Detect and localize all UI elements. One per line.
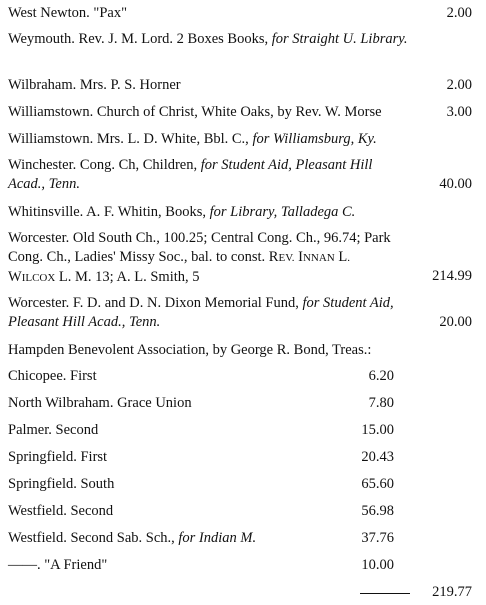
- entry-text: Church of Christ, White Oaks, by Rev. W. Morse: [93, 104, 382, 120]
- entry-amount: 20.00: [439, 314, 472, 330]
- association-item-amount: 56.98: [361, 503, 394, 519]
- entry-place: Worcester.: [8, 295, 70, 311]
- entry-text: "Pax": [89, 5, 128, 21]
- association-item-amount: 7.80: [368, 395, 394, 411]
- entry-purpose: for Student Aid, Pleasant Hill Acad., Tenn.: [8, 295, 394, 330]
- association-item-label: Chicopee. First: [8, 368, 97, 384]
- association-item-label: Springfield. South: [8, 476, 115, 492]
- ledger-entry: [8, 103, 410, 122]
- entry-place: Wilbraham.: [8, 77, 77, 93]
- ledger-entry: [8, 229, 400, 288]
- entry-amount: 2.00: [446, 77, 472, 93]
- entry-text-tail: L. M. 13; A. L. Smith, 5: [55, 269, 200, 285]
- association-item-label: Palmer. Second: [8, 422, 99, 438]
- association-item-label: Westfield. Second: [8, 503, 114, 519]
- entry-text: Rev. J. M. Lord. 2 Boxes Books,: [74, 31, 272, 47]
- subtotal-rule: [360, 593, 410, 594]
- entry-text: A. F. Whitin, Books,: [83, 204, 210, 220]
- entry-place: Whitinsville.: [8, 204, 84, 220]
- ledger-entry: [8, 130, 410, 149]
- association-item-amount: 20.43: [361, 449, 394, 465]
- entry-purpose: for Student Aid, Pleasant Hill Acad., Tenn.: [8, 157, 373, 192]
- ledger-entry: [8, 156, 410, 194]
- entry-amount: 3.00: [446, 104, 472, 120]
- association-item-amount: 37.76: [361, 530, 394, 546]
- entry-text: Old South Ch., 100.25; Central Cong. Ch., 96.74; Park Cong. Ch., Ladies' Missy Soc., bal. to const.: [8, 230, 391, 265]
- entry-amount: 40.00: [439, 176, 472, 192]
- entry-purpose: for Library, Talladega C.: [209, 204, 356, 220]
- entry-member-name: REV. INNAN L. WILCOX: [8, 249, 350, 285]
- association-item-label: North Wilbraham. Grace Union: [8, 395, 192, 411]
- entry-text: Cong. Ch, Children,: [76, 157, 201, 173]
- entry-place: West Newton.: [8, 5, 90, 21]
- ledger-entry: [8, 203, 410, 222]
- association-item-purpose: for Indian M.: [178, 530, 257, 546]
- association-item-amount: 65.60: [361, 476, 394, 492]
- association-item-label: Westfield. Second Sab. Sch.,: [8, 530, 179, 546]
- ledger-entry: [8, 30, 410, 49]
- entry-place: Williamstown.: [8, 131, 94, 147]
- entry-amount: 2.00: [446, 5, 472, 21]
- ledger-entry: [8, 294, 410, 332]
- association-item-amount: 15.00: [361, 422, 394, 438]
- association-item-amount: 6.20: [368, 368, 394, 384]
- entry-purpose: for Williamsburg, Ky.: [252, 131, 377, 147]
- entry-purpose: for Straight U. Library.: [271, 31, 408, 47]
- association-total: 219.77: [432, 584, 472, 600]
- association-heading: Hampden Benevolent Association, by George R. Bond, Treas.:: [8, 342, 372, 358]
- entry-place: Williamstown.: [8, 104, 94, 120]
- entry-place: Weymouth.: [8, 31, 75, 47]
- entry-text: Mrs. L. D. White, Bbl. C.,: [93, 131, 253, 147]
- association-item-label: ——. "A Friend": [8, 557, 108, 573]
- entry-text: Mrs. P. S. Horner: [76, 77, 181, 93]
- entry-text: F. D. and D. N. Dixon Memorial Fund,: [69, 295, 303, 311]
- association-item-amount: 10.00: [361, 557, 394, 573]
- association-item-label: Springfield. First: [8, 449, 108, 465]
- entry-place: Winchester.: [8, 157, 77, 173]
- entry-amount: 214.99: [432, 268, 472, 284]
- entry-place: Worcester.: [8, 230, 70, 246]
- ledger-entry: [8, 76, 410, 95]
- ledger-entry: [8, 4, 410, 23]
